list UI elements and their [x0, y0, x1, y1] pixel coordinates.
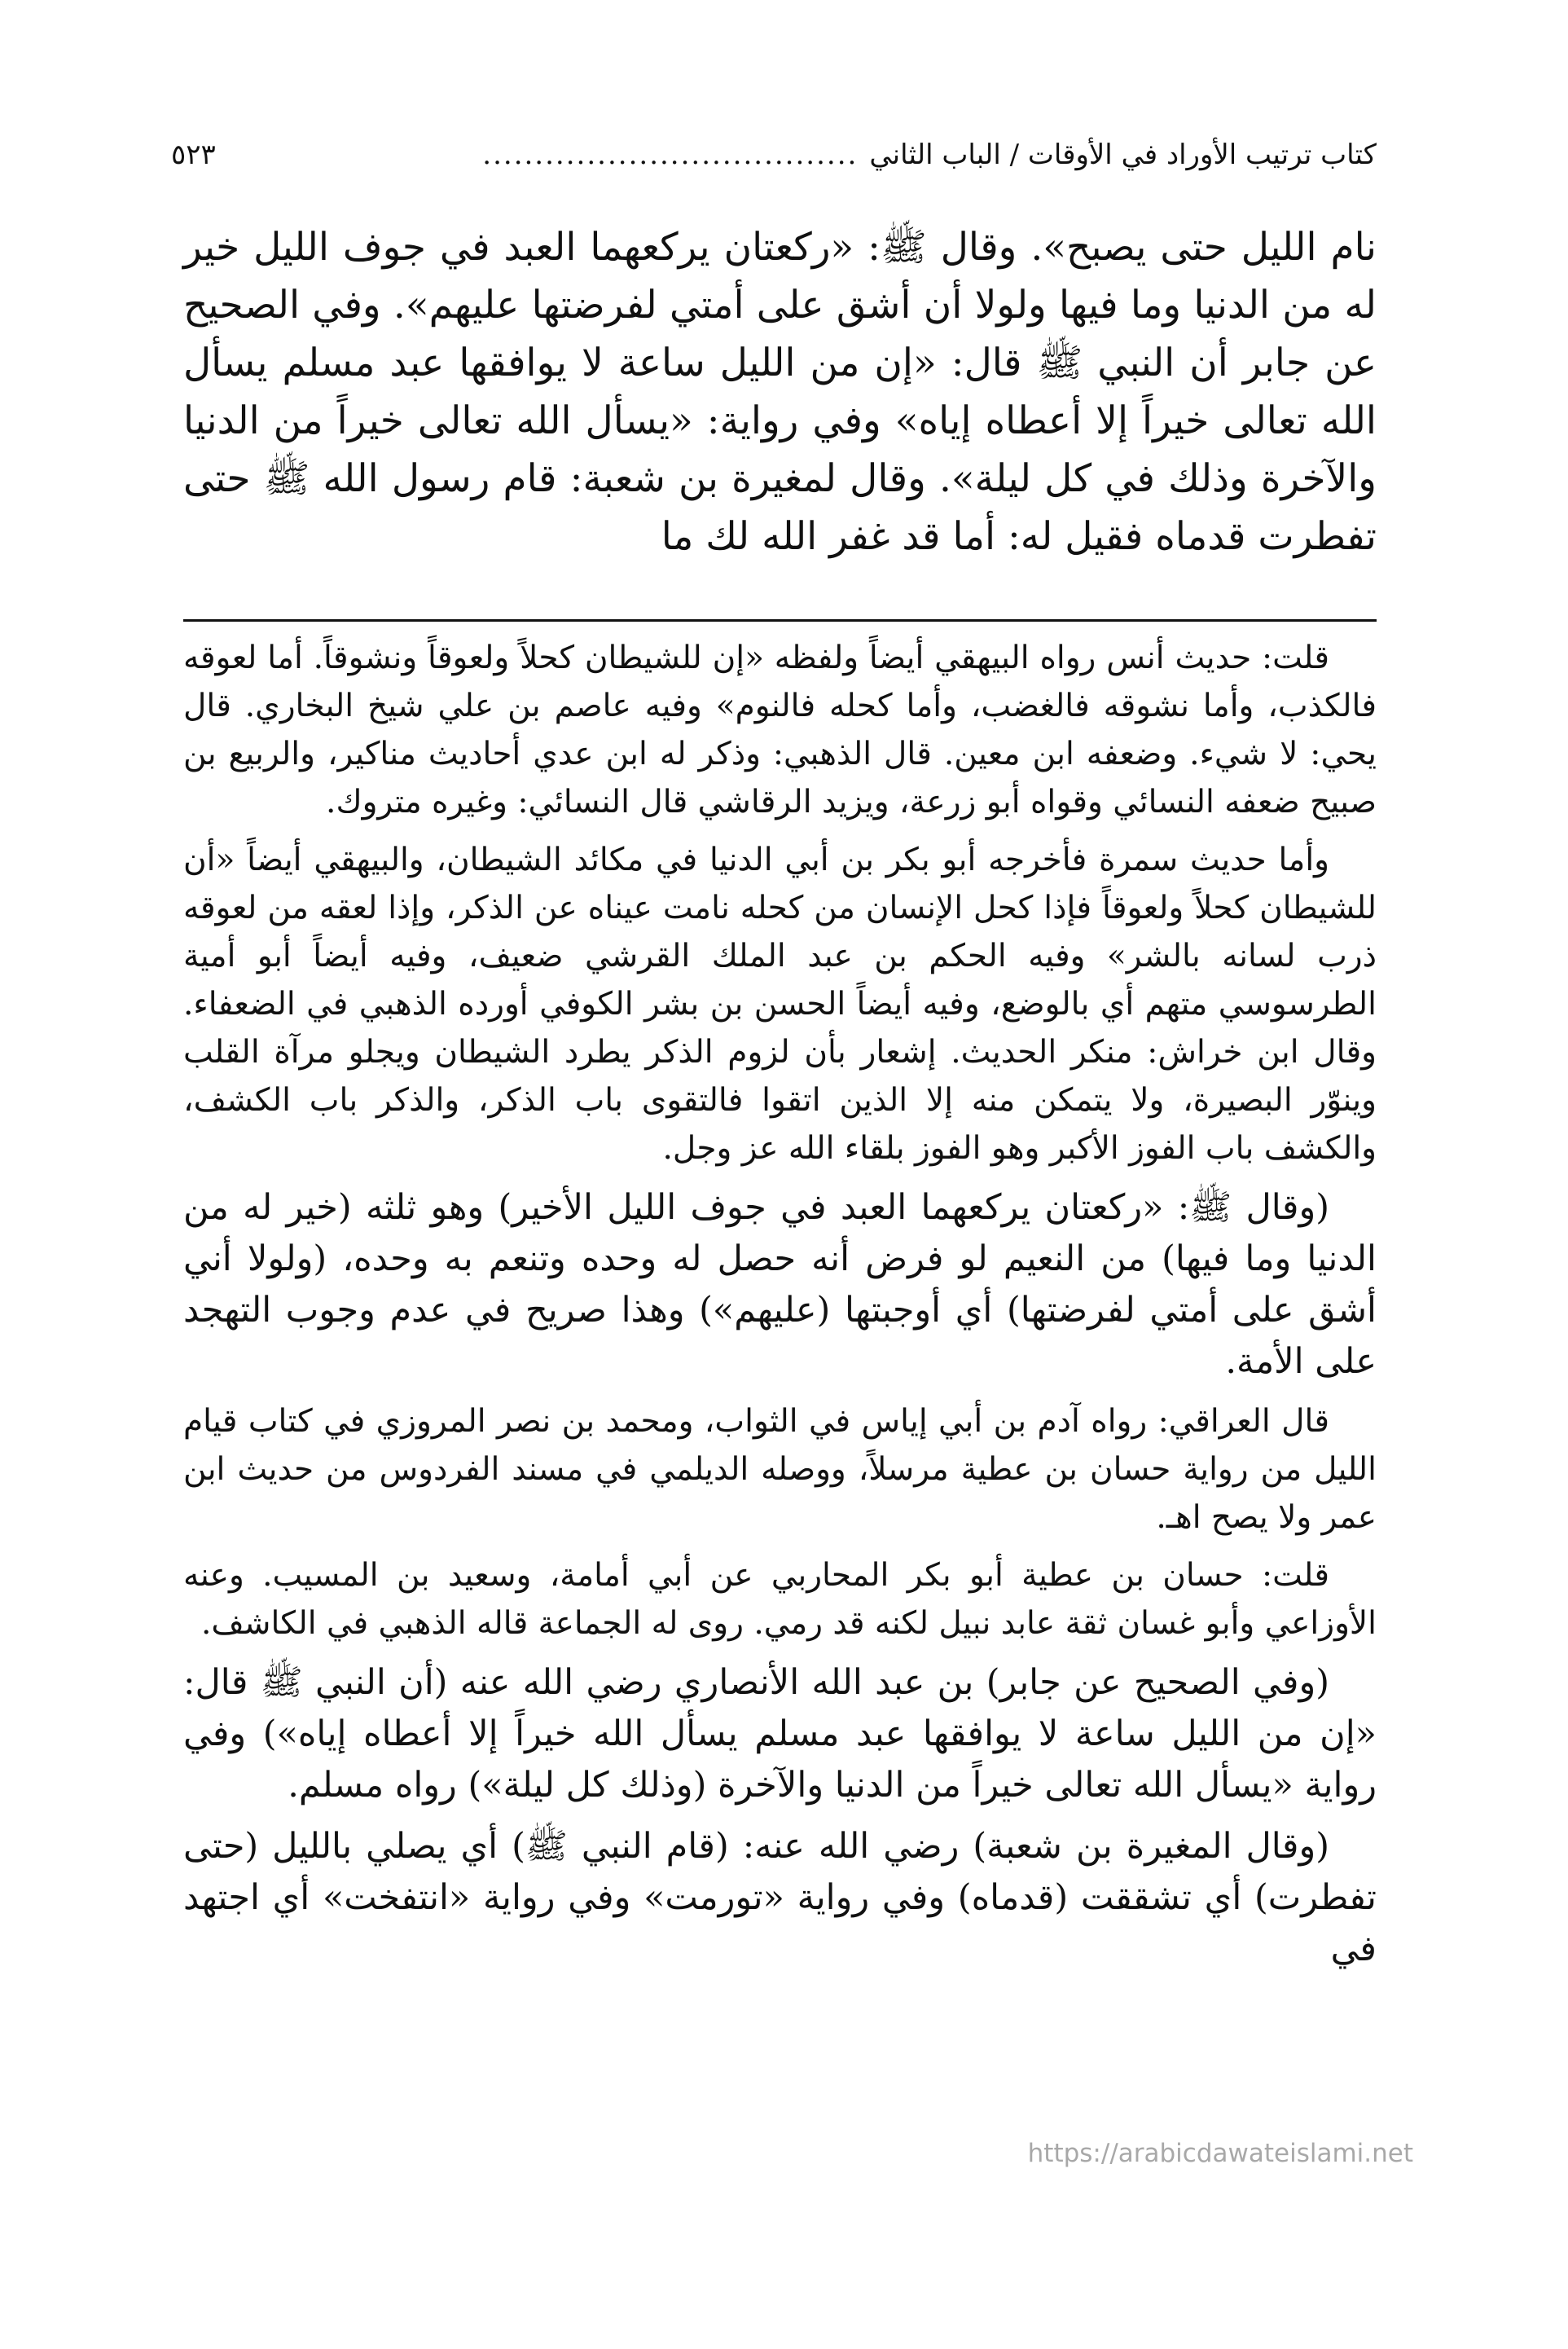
main-text-block [183, 218, 1377, 565]
commentary-paragraph-2: وأما حديث سمرة فأخرجه أبو بكر بن أبي الدنيا في مكائد الشيطان، والبيهقي أيضاً «أن للشيطان كحلاً ولعوقاً فإذا كحل الإنسان من كحله نامت عيناه عن الذكر، وإذا لعقه من لعوقه ذرب لسانه بالشر» وفيه الحكم بن عبد الملك القرشي ضعيف، وفيه أيضاً أبو أمية الطرسوسي متهم أي بالوضع، وفيه أيضاً الحسن بن بشر الكوفي أورده الذهبي في الضعفاء. وقال ابن خراش: منكر الحديث. إشعار بأن لزوم الذكر يطرد الشيطان ويجلو مرآة القلب وينوّر البصيرة، ولا يتمكن منه إلا الذين اتقوا فالتقوى باب الذكر، والذكر باب الكشف، والكشف باب الفوز الأكبر وهو الفوز بلقاء الله عز وجل. [183, 842, 1377, 1167]
main-paragraph: نام الليل حتى يصبح». وقال ﷺ: «ركعتان يركعهما العبد في جوف الليل خير له من الدنيا وما فيها ولولا أن أشق على أمتي لفرضتها عليهم». وفي الصحيح عن جابر أن النبي ﷺ قال: «إن من الليل ساعة لا يوافقها عبد مسلم يسأل الله تعالى خيراً إلا أعطاه إياه» وفي رواية: «يسأل الله تعالى خيراً من الدنيا والآخرة وذلك في كل ليلة». وقال لمغيرة بن شعبة: قام رسول الله ﷺ حتى تفطرت قدماه فقيل له: أما قد غفر الله لك ما [183, 225, 1377, 559]
commentary-paragraph-6: (وفي الصحيح عن جابر) بن عبد الله الأنصاري رضي الله عنه (أن النبي ﷺ قال: «إن من الليل ساعة لا يوافقها عبد مسلم يسأل الله خيراً إلا أعطاه إياه») وفي رواية «يسأل الله تعالى خيراً من الدنيا والآخرة (وذلك كل ليلة») رواه مسلم. [183, 1662, 1377, 1806]
running-title: كتاب ترتيب الأوراد في الأوقات / الباب الثاني [869, 139, 1377, 171]
commentary-paragraph-1: قلت: حديث أنس رواه البيهقي أيضاً ولفظه «إن للشيطان كحلاً ولعوقاً ونشوقاً. أما لعوقه فالكذب، وأما نشوقه فالغضب، وأما كحله فالنوم» وفيه عاصم بن علي شيخ البخاري. قال يحي: لا شيء. وضعفه ابن معين. قال الذهبي: وذكر له ابن عدي أحاديث مناكير، والربيع بن صبيح ضعفه النسائي وقواه أبو زرعة، ويزيد الرقاشي قال النسائي: وغيره متروك. [183, 640, 1377, 820]
commentary-paragraph-3: (وقال ﷺ: «ركعتان يركعهما العبد في جوف الليل الأخير) وهو ثلثه (خير له من الدنيا وما فيها) من النعيم لو فرض أنه حصل له وحده وتنعم به وحده، (ولولا أني أشق على أمتي لفرضتها) أي أوجبتها (عليهم») وهذا صريح في عدم وجوب التهجد على الأمة. [183, 1187, 1377, 1382]
footnote-divider [183, 619, 1377, 622]
commentary-paragraph-5: قلت: حسان بن عطية أبو بكر المحاربي عن أبي أمامة، وسعيد بن المسيب. وعنه الأوزاعي وأبو غسان ثقة عابد نبيل لكنه قد رمي. روى له الجماعة قاله الذهبي في الكاشف. [183, 1557, 1377, 1642]
leader-dots: .................................... [482, 139, 859, 171]
page-number: ٥٢٣ [171, 139, 216, 171]
page-header [171, 130, 1377, 179]
commentary-paragraph-7: (وقال المغيرة بن شعبة) رضي الله عنه: (قام النبي ﷺ) أي يصلي بالليل (حتى تفطرت) أي تشققت (قدماه) وفي رواية «تورمت» وفي رواية «انتفخت» أي اجتهد في [183, 1826, 1377, 1969]
commentary-block [183, 634, 1377, 1975]
site-watermark: https://arabicdawateislami.net [1027, 2139, 1413, 2168]
commentary-paragraph-4: قال العراقي: رواه آدم بن أبي إياس في الثواب، ومحمد بن نصر المروزي في كتاب قيام الليل من رواية حسان بن عطية مرسلاً، ووصله الديلمي في مسند الفردوس من حديث ابن عمر ولا يصح اهـ. [183, 1403, 1377, 1536]
